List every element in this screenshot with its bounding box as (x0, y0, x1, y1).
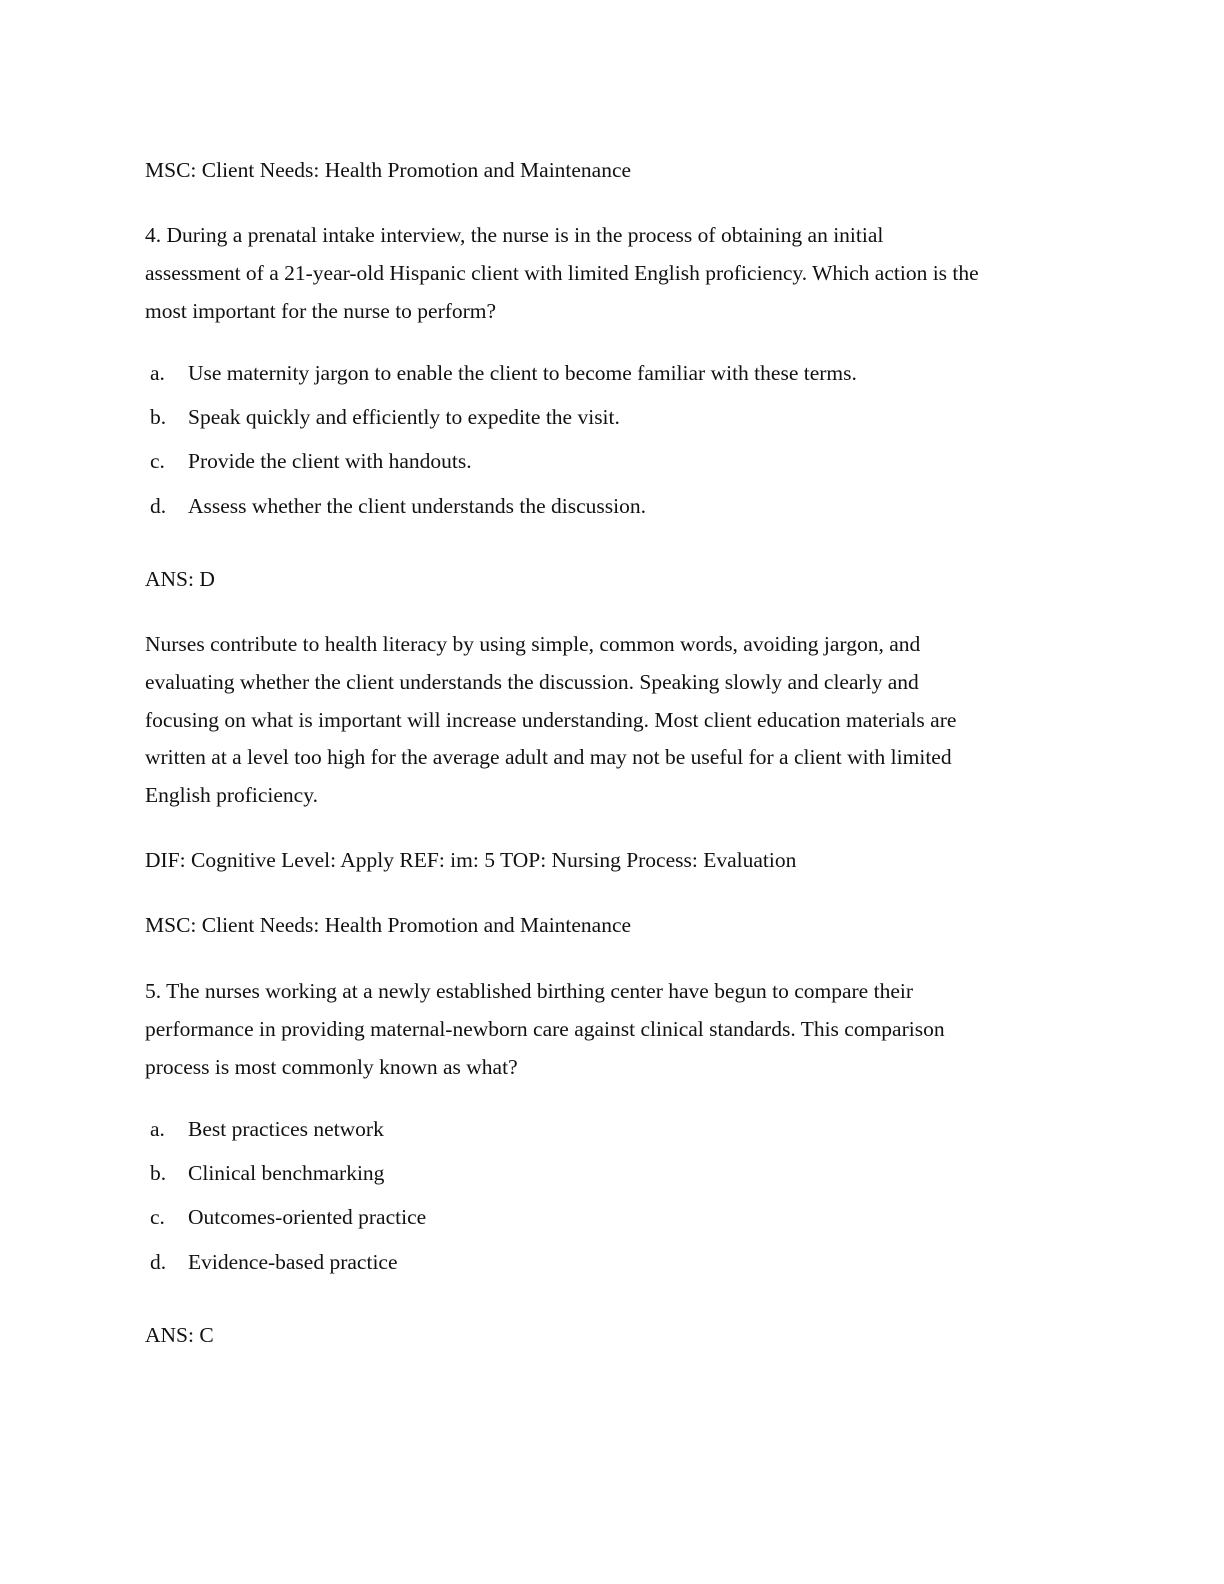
rationale-line: focusing on what is important will increase understanding. Most client education materials are (145, 707, 957, 732)
msc-line-top: MSC: Client Needs: Health Promotion and Maintenance (145, 158, 632, 182)
option-letter: d. (150, 1250, 167, 1274)
question-4-option-a (150, 363, 857, 385)
question-4-stem-line: assessment of a 21-year-old Hispanic client with limited English proficiency. Which action is the (145, 260, 979, 285)
option-text: Clinical benchmarking (188, 1161, 385, 1185)
option-text: Evidence-based practice (188, 1250, 398, 1274)
option-text: Outcomes-oriented practice (188, 1205, 427, 1229)
question-5-stem-line: process is most commonly known as what? (145, 1054, 518, 1079)
option-letter: c. (150, 449, 165, 473)
question-4-dif: DIF: Cognitive Level: Apply REF: im: 5 TOP: Nursing Process: Evaluation (145, 848, 797, 872)
question-5-option-b (150, 1163, 384, 1185)
option-letter: c. (150, 1205, 165, 1229)
question-4-option-d (150, 496, 646, 518)
option-text: Best practices network (188, 1117, 384, 1141)
rationale-line: Nurses contribute to health literacy by using simple, common words, avoiding jargon, and (145, 632, 921, 656)
rationale-line: evaluating whether the client understands the discussion. Speaking slowly and clearly and (145, 669, 919, 694)
question-4-stem-line: most important for the nurse to perform? (145, 298, 497, 323)
option-text: Use maternity jargon to enable the client to become familiar with these terms. (188, 361, 857, 385)
question-4-rationale (145, 626, 1080, 815)
question-5-stem-line: performance in providing maternal-newborn care against clinical standards. This comparison (145, 1016, 945, 1041)
question-5-option-a (150, 1119, 384, 1141)
question-4-stem-line: 4. During a prenatal intake interview, the nurse is in the process of obtaining an initial (145, 223, 884, 247)
option-text: Speak quickly and efficiently to expedite the visit. (188, 405, 620, 429)
question-5-answer: ANS: C (145, 1323, 214, 1347)
rationale-line: English proficiency. (145, 783, 318, 808)
question-4-msc: MSC: Client Needs: Health Promotion and Maintenance (145, 913, 632, 937)
question-4-answer: ANS: D (145, 567, 215, 591)
question-4-stem (145, 217, 1080, 330)
rationale-line: written at a level too high for the average adult and may not be useful for a client with limited (145, 745, 952, 770)
option-letter: a. (150, 361, 165, 385)
option-letter: d. (150, 494, 167, 518)
question-5-stem (145, 973, 1080, 1086)
option-text: Assess whether the client understands the discussion. (188, 494, 646, 518)
question-5-stem-line: 5. The nurses working at a newly established birthing center have begun to compare their (145, 979, 913, 1003)
question-5-option-c (150, 1207, 426, 1229)
question-5-option-d (150, 1252, 398, 1274)
question-4-option-b (150, 407, 620, 429)
option-letter: a. (150, 1117, 165, 1141)
option-letter: b. (150, 1161, 167, 1185)
option-letter: b. (150, 405, 167, 429)
option-text: Provide the client with handouts. (188, 449, 472, 473)
question-4-option-c (150, 451, 472, 473)
